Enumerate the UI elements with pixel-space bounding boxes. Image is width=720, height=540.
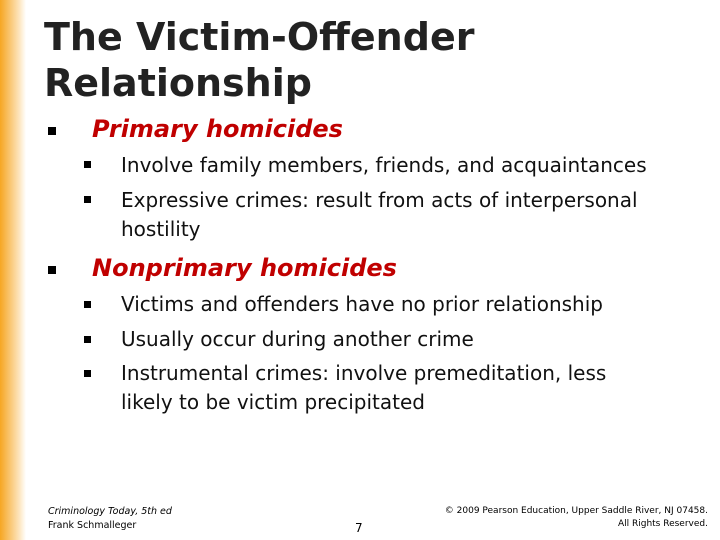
title-line-1: The Victim-Offender <box>44 15 475 59</box>
copyright-line-1: © 2009 Pearson Education, Upper Saddle River, NJ 07458. <box>444 506 708 516</box>
bullet-square-icon <box>84 161 91 168</box>
bullet-square-icon <box>84 370 91 377</box>
list-item: Victims and offenders have no prior relationship <box>121 292 603 316</box>
section-heading-primary: Primary homicides <box>92 115 343 143</box>
list-item: Instrumental crimes: involve premeditation, less <box>121 361 607 385</box>
list-item-continuation: likely to be victim precipitated <box>121 390 425 414</box>
bullet-square-icon <box>84 196 91 203</box>
slide-title <box>44 14 684 106</box>
footer-author: Frank Schmalleger <box>48 520 137 531</box>
title-line-2: Relationship <box>44 61 312 105</box>
bullet-square-icon <box>48 266 56 274</box>
list-item: Involve family members, friends, and acquaintances <box>121 153 647 177</box>
list-item: Usually occur during another crime <box>121 327 474 351</box>
decorative-edge-strip <box>0 0 26 540</box>
list-item: Expressive crimes: result from acts of interpersonal <box>121 188 638 212</box>
footer-book-title: Criminology Today, 5th ed <box>48 506 172 517</box>
footer-book-info <box>48 505 172 533</box>
list-item-continuation: hostility <box>121 217 201 241</box>
bullet-square-icon <box>48 127 56 135</box>
bullet-square-icon <box>84 301 91 308</box>
copyright-line-2: All Rights Reserved. <box>617 519 708 529</box>
bullet-square-icon <box>84 336 91 343</box>
footer-copyright <box>408 505 708 531</box>
section-heading-nonprimary: Nonprimary homicides <box>92 254 397 282</box>
page-number: 7 <box>355 521 363 535</box>
